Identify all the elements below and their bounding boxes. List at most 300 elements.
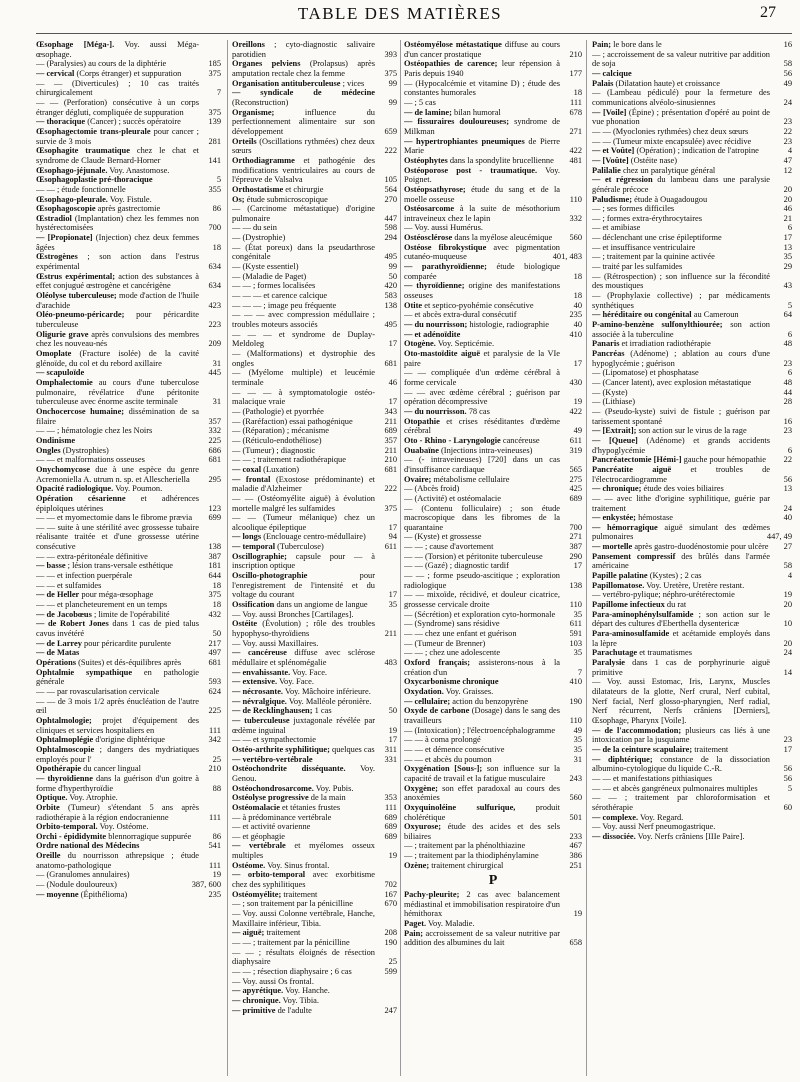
- page-reference: 48: [783, 339, 792, 349]
- entry-text: [36, 494, 199, 513]
- page-reference: 18: [573, 271, 582, 281]
- entry-description: — — ; traitement radiothérapique: [232, 455, 346, 465]
- entry-text: [36, 233, 199, 252]
- index-entry: [404, 610, 582, 620]
- entry-description: — ; accroissement de sa valeur nutritive par addition de soja: [592, 49, 770, 69]
- entry-description: de l'adulte: [275, 1005, 312, 1015]
- page-reference: 40: [573, 320, 582, 330]
- entry-text: [592, 465, 770, 484]
- page-reference: 99: [388, 262, 397, 272]
- index-entry: [592, 166, 792, 176]
- entry-description: (Adénome) et grands accidents d'hypoglycémie: [592, 435, 770, 455]
- index-entry: [592, 233, 792, 243]
- index-entry: [36, 98, 221, 117]
- entry-text: [592, 252, 770, 262]
- index-entry: [36, 880, 221, 890]
- index-entry: [592, 494, 792, 513]
- entry-heading: Paralysie: [592, 658, 626, 667]
- index-entry: [592, 832, 792, 842]
- page-reference: 222: [384, 484, 397, 494]
- entry-text: [404, 726, 560, 736]
- entry-description: — — et malformations osseuses: [36, 455, 145, 465]
- entry-heading: Oto-mastoïdite aiguë: [404, 349, 481, 358]
- index-entry: [232, 755, 397, 765]
- page-reference: 28: [783, 397, 792, 407]
- entry-text: [404, 455, 560, 474]
- index-entry: [592, 726, 792, 745]
- page-number: 27: [760, 4, 776, 21]
- index-entry: [232, 687, 397, 697]
- entry-text: [232, 552, 375, 571]
- page-reference: 19: [388, 725, 397, 735]
- page-reference: 49: [573, 426, 582, 436]
- entry-text: [232, 262, 375, 272]
- entry-description: — ; ses formes difficiles: [592, 204, 675, 214]
- entry-description: de Pierre Marie: [404, 136, 560, 156]
- entry-description: juxtagonale révélée par œdème inguinal: [232, 715, 375, 735]
- entry-description: avec exorbitisme chez des syphilitiques: [232, 870, 375, 890]
- entry-text: [404, 185, 560, 204]
- index-entry: [592, 108, 792, 127]
- entry-text: [36, 735, 199, 745]
- index-entry: [592, 813, 792, 823]
- index-entry: [404, 446, 582, 456]
- index-entry: [36, 310, 221, 329]
- index-entry: [232, 494, 397, 513]
- page-reference: 208: [384, 928, 397, 938]
- page-reference: 210: [384, 455, 397, 465]
- entry-text: [592, 677, 770, 725]
- page-reference: 565: [569, 464, 582, 474]
- entry-description: étude à Ouagadougou: [632, 194, 708, 204]
- page-reference: 111: [209, 812, 221, 822]
- index-entry: [232, 928, 397, 938]
- entry-text: [36, 764, 199, 774]
- entry-description: — — extra-péritonéale définitive: [36, 551, 148, 561]
- entry-description: — (Granulomes annulaires): [36, 870, 130, 880]
- page-reference: 6: [787, 445, 792, 455]
- entry-description: — (- intraveineuses) [720] dans un cas d'insuffisance cardiaque: [404, 455, 560, 474]
- entry-heading: — thyroïdienne;: [404, 281, 465, 291]
- entry-text: [232, 861, 375, 871]
- index-entry: [36, 639, 221, 649]
- entry-description: — (Cancer latent), avec explosion métastatique: [592, 377, 752, 387]
- entry-text: [36, 166, 199, 176]
- entry-description: action des substances à effet conjugué œstrogène et cancérigène: [36, 271, 199, 291]
- entry-text: [404, 590, 560, 609]
- entry-description: et acétamide employés dans la lèpre: [592, 629, 770, 648]
- index-entry: [404, 484, 582, 494]
- entry-description: (Dystrophies): [60, 445, 109, 455]
- entry-description: chez le chat et syndrome de Claude Bernard-Horner: [36, 146, 199, 165]
- page-reference: 560: [569, 233, 582, 243]
- index-entry: [232, 291, 397, 301]
- index-entry: [36, 175, 221, 185]
- entry-text: [232, 755, 375, 765]
- page-reference: 31: [573, 754, 582, 764]
- entry-description: — — (Torsion) et péritonite tuberculeuse: [404, 551, 543, 561]
- entry-text: [232, 716, 375, 735]
- entry-description: (Kystes) ; 2 cas: [647, 571, 702, 581]
- entry-text: [232, 977, 375, 987]
- index-entry: [232, 764, 397, 783]
- index-entry: [36, 494, 221, 513]
- index-entry: [232, 185, 397, 195]
- entry-text: [232, 899, 375, 909]
- index-entry: [232, 223, 397, 233]
- page-reference: 20: [783, 194, 792, 204]
- entry-description: (Tumeur) s'étendant 5 ans après radiothérapie à la région endocranienne: [36, 802, 199, 822]
- page-reference: 445: [208, 368, 221, 378]
- entry-description: — — et démence consécutive: [404, 744, 505, 754]
- entry-text: [404, 475, 560, 485]
- index-entry: [592, 339, 792, 349]
- entry-heading: — fissuraires douloureuses;: [404, 117, 510, 127]
- page-reference: 40: [573, 300, 582, 310]
- entry-heading: Onchocercose humaine;: [36, 406, 125, 416]
- index-entry: [404, 841, 582, 851]
- index-entry: [36, 841, 221, 851]
- page-reference: 22: [783, 126, 792, 136]
- entry-description: (Injection) chez deux femmes âgées: [36, 233, 199, 252]
- entry-description: — et insuffisance ventriculaire: [592, 242, 696, 252]
- index-entry: [232, 948, 397, 967]
- entry-description: étude biologique comparée: [404, 262, 560, 281]
- entry-description: (Dilatation haute) et croissance: [613, 78, 720, 88]
- page-reference: 23: [783, 358, 792, 368]
- page-reference: 18: [573, 88, 582, 98]
- index-entry: [404, 629, 582, 639]
- index-entry: [404, 79, 582, 98]
- entry-description: ; dangers des mydriatiques employés pour l': [36, 744, 199, 764]
- entry-text: [592, 204, 770, 214]
- entry-description: — (Tumeur) ; diagnostic: [232, 445, 316, 455]
- entry-text: [232, 204, 375, 223]
- entry-heading: Ostéolyse progressive: [232, 793, 309, 803]
- entry-description: et tétanies frustes: [279, 802, 341, 812]
- entry-heading: Ostéosarcome: [404, 204, 455, 214]
- index-entry: [592, 523, 792, 542]
- page-reference: 422: [569, 146, 582, 156]
- index-entry: [404, 388, 582, 407]
- entry-heading: Organisation antituberculeuse: [232, 78, 341, 88]
- entry-description: ; son action dans l'estrus expérimental: [36, 252, 199, 272]
- page-reference: 689: [384, 426, 397, 436]
- index-entry: [232, 349, 397, 368]
- entry-text: [36, 426, 199, 436]
- page-reference: 689: [384, 822, 397, 832]
- entry-heading: Oxygène;: [404, 783, 438, 793]
- index-entry: [592, 79, 792, 89]
- entry-description: — Voy. aussi Bronches [Cartilages].: [232, 609, 354, 619]
- page-reference: 681: [208, 658, 221, 667]
- entry-heading: Para-aminophénylsulfamide: [592, 609, 694, 619]
- page-reference: 18: [212, 600, 221, 610]
- entry-description: avec pigmentation cutanéo-muqueuse: [404, 242, 560, 262]
- index-entry: [36, 561, 221, 571]
- page-reference: 658: [569, 938, 582, 948]
- entry-description: dissémination de sa filaire: [36, 406, 199, 426]
- entry-text: [592, 774, 770, 784]
- index-entry: [232, 137, 397, 156]
- entry-text: [232, 619, 375, 638]
- index-entry: [232, 890, 397, 900]
- entry-description: — (Réticulo-endothéliose): [232, 435, 322, 445]
- entry-description: (Exostose prédominante) et maladie d'Alzheimer: [232, 474, 375, 494]
- index-entry: [404, 330, 582, 340]
- page-reference: 110: [569, 194, 582, 204]
- page-reference: 47: [783, 155, 792, 165]
- index-entry: [404, 687, 582, 697]
- index-entry: [36, 252, 221, 271]
- index-entry: [404, 706, 582, 725]
- entry-heading: — coxal: [232, 464, 262, 474]
- entry-description: — — ; étude fonctionnelle: [36, 184, 126, 194]
- index-entry: [404, 745, 582, 755]
- index-entry: [232, 108, 397, 137]
- index-entry: [404, 204, 582, 223]
- entry-text: [592, 542, 770, 552]
- index-entry: [592, 223, 792, 233]
- index-entry: [592, 262, 792, 272]
- index-entry: [592, 40, 792, 50]
- entry-text: [232, 677, 375, 687]
- page-reference: 591: [569, 629, 582, 639]
- index-entry: [232, 552, 397, 571]
- index-entry: [36, 484, 221, 494]
- page-reference: 634: [208, 281, 221, 291]
- entry-description: traitement: [264, 928, 301, 938]
- entry-text: [36, 378, 199, 407]
- entry-text: [232, 426, 375, 436]
- entry-description: (Prolapsus) après amputation rectale chez la femme: [232, 59, 375, 78]
- entry-text: [404, 166, 560, 185]
- entry-text: [404, 658, 560, 677]
- index-entry: [232, 204, 397, 223]
- page-reference: 24: [783, 97, 792, 107]
- page-reference: 375: [208, 590, 221, 600]
- page-reference: 235: [569, 310, 582, 320]
- entry-text: [404, 40, 560, 59]
- entry-heading: Œsophago-pleurale.: [36, 194, 108, 204]
- entry-heading: — primitive: [232, 1005, 276, 1015]
- page-reference: 110: [569, 600, 582, 610]
- page-reference: 10: [783, 619, 792, 629]
- index-column-3: [404, 40, 582, 1076]
- index-entry: [592, 629, 792, 648]
- entry-description: 78 cas: [466, 406, 490, 416]
- page-reference: 56: [783, 764, 792, 774]
- page-reference: 319: [569, 445, 582, 455]
- page-reference: 331: [384, 754, 397, 764]
- entry-text: [232, 513, 375, 532]
- index-entry: [36, 40, 221, 59]
- index-entry: [36, 185, 221, 195]
- entry-text: [232, 417, 375, 427]
- page-reference: 23: [783, 735, 792, 745]
- index-entry: [36, 890, 221, 900]
- entry-text: [36, 639, 199, 649]
- entry-description: — vertébro-pylique; néphro-urétérectomie: [592, 590, 735, 600]
- entry-description: — — du sein: [232, 223, 277, 233]
- entry-heading: Ostéomalacie: [232, 802, 280, 812]
- page-reference: 27: [783, 542, 792, 552]
- entry-text: [592, 166, 770, 176]
- page-reference: 211: [384, 629, 397, 639]
- entry-text: [404, 629, 560, 639]
- entry-text: [36, 841, 199, 851]
- entry-description: — (Lipomatose) et phosphatase: [592, 368, 699, 378]
- entry-description: (Dosage) dans le sang des travailleurs: [404, 706, 560, 725]
- entry-description: Voy. Graisses.: [443, 686, 494, 696]
- entry-description: — (Raréfaction) essai pathogénique: [232, 416, 353, 426]
- entry-text: [232, 195, 375, 205]
- entry-description: en pathologie générale: [36, 667, 199, 687]
- column-divider: [586, 40, 587, 1076]
- page-reference: 111: [209, 725, 221, 735]
- entry-heading: Pancréas: [592, 349, 625, 358]
- index-entry: [592, 793, 792, 812]
- entry-description: — (Prophylaxie collective) ; par médicaments synthétiques: [592, 291, 770, 310]
- entry-heading: Panaris: [592, 339, 620, 349]
- index-entry: [232, 600, 397, 610]
- entry-text: [232, 475, 375, 494]
- entry-description: — — (Gazé) ; diagnostic tardif: [404, 561, 509, 571]
- page-reference: 681: [384, 464, 397, 474]
- page-reference: 430: [569, 377, 582, 387]
- entry-heading: Papille palatine: [592, 571, 648, 581]
- index-entry: [232, 697, 397, 707]
- entry-heading: — et Voûte]: [592, 146, 635, 156]
- entry-heading: Orthodiagramme: [232, 155, 295, 165]
- entry-text: [36, 552, 199, 562]
- index-entry: [36, 349, 221, 368]
- entry-heading: — cervical: [36, 68, 75, 78]
- index-entry: [232, 793, 397, 803]
- entry-description: blennorragique suppurée: [106, 831, 192, 841]
- entry-description: — (Réparation) ; mécanisme: [232, 426, 329, 436]
- entry-text: [592, 648, 770, 658]
- entry-heading: Oxyurose;: [404, 822, 442, 832]
- index-entry: [404, 349, 582, 368]
- entry-description: — ; traitement par la thiodiphénylamine: [404, 851, 539, 861]
- entry-description: — Voy. aussi Nerf pneumogastrique.: [592, 822, 716, 832]
- page-reference: 64: [783, 310, 792, 320]
- index-entry: [36, 764, 221, 774]
- entry-heading: Ophtalmologie;: [36, 715, 92, 725]
- entry-text: [404, 301, 560, 311]
- page-reference: 211: [384, 416, 397, 426]
- index-entry: [404, 764, 582, 783]
- index-entry: [404, 185, 582, 204]
- entry-description: — — (Ostéomyélite aiguë) à évolution mortelle malgré les sulfamides: [232, 493, 375, 513]
- entry-text: [36, 349, 199, 368]
- entry-heading: — temporal: [232, 542, 276, 552]
- entry-description: après gastro-duodénostomie pour ulcère: [632, 542, 769, 552]
- entry-text: [404, 446, 560, 456]
- entry-heading: — syndicale de médecine: [232, 88, 375, 98]
- entry-description: Voy. Poignet.: [404, 165, 560, 185]
- entry-heading: Pain;: [404, 928, 424, 938]
- page-reference: 689: [384, 812, 397, 822]
- entry-text: [36, 571, 199, 581]
- entry-description: Voy. Uretère, Uretère restant.: [644, 580, 745, 590]
- entry-description: — — ; forme pseudo-ascitique ; exploration radiologique: [404, 571, 560, 590]
- entry-description: — — (Diverticules) ; 10 cas traités chirurgicalement: [36, 78, 199, 98]
- entry-text: [404, 619, 560, 629]
- index-entry: [36, 870, 221, 880]
- index-entry: [232, 233, 397, 243]
- entry-description: Voy. Regard.: [638, 812, 684, 822]
- entry-description: Voy. Poumon.: [113, 484, 163, 494]
- entry-text: [36, 69, 199, 79]
- entry-heading: — de lamine;: [404, 107, 452, 117]
- entry-description: et crises réséditantes d'œdème cérébral: [404, 416, 560, 436]
- page-reference: 564: [384, 184, 397, 194]
- page-reference: 410: [569, 329, 582, 339]
- page-reference: 634: [208, 262, 221, 272]
- entry-text: [592, 571, 770, 581]
- page-reference: 247: [384, 1005, 397, 1015]
- page-reference: 593: [208, 677, 221, 687]
- page-reference: 233: [569, 831, 582, 841]
- entry-description: — — et sulfamides: [36, 580, 102, 590]
- entry-text: [592, 513, 770, 523]
- index-entry: [232, 745, 397, 755]
- entry-text: [232, 40, 375, 59]
- page-reference: 14: [783, 667, 792, 677]
- page-reference: 467: [569, 841, 582, 851]
- index-entry: [232, 803, 397, 813]
- entry-heading: — de l'accommodation;: [592, 725, 682, 735]
- entry-text: [592, 658, 770, 677]
- index-entry: [404, 532, 582, 542]
- index-entry: [404, 156, 582, 166]
- entry-description: Voy. Sinus frontal.: [265, 860, 330, 870]
- entry-heading: Orteils: [232, 136, 257, 146]
- index-entry: [232, 310, 397, 329]
- entry-heading: Palais: [592, 78, 614, 88]
- entry-description: pour l'enregistrement de l'intensité et du voltage du courant: [232, 571, 375, 600]
- entry-text: [592, 368, 770, 378]
- page-reference: 18: [212, 580, 221, 590]
- entry-text: [592, 262, 770, 272]
- entry-text: [232, 890, 375, 900]
- entry-text: [36, 581, 199, 591]
- index-entry: [36, 552, 221, 562]
- page-reference: 681: [208, 455, 221, 465]
- header-rule: [36, 33, 792, 34]
- page-reference: 12: [783, 165, 792, 175]
- entry-heading: — de Larrey: [36, 638, 82, 648]
- index-entry: [232, 475, 397, 494]
- entry-heading: Opacité radiologique.: [36, 484, 114, 494]
- page-reference: 560: [569, 793, 582, 803]
- index-entry: [404, 137, 582, 156]
- entry-text: [36, 291, 199, 310]
- index-column-4: [592, 40, 792, 1076]
- entry-text: [36, 185, 199, 195]
- entry-heading: — complexe.: [592, 812, 639, 822]
- entry-heading: Ostéopsathyrose;: [404, 184, 466, 194]
- index-entry: [404, 619, 582, 629]
- page-reference: 387: [208, 551, 221, 561]
- entry-heading: Ostéite: [232, 619, 258, 629]
- index-entry: [592, 542, 792, 552]
- page-reference: 225: [208, 435, 221, 445]
- entry-description: — — et abcès gangréneux pulmonaires multiples: [592, 783, 758, 793]
- page-reference: 611: [569, 619, 582, 629]
